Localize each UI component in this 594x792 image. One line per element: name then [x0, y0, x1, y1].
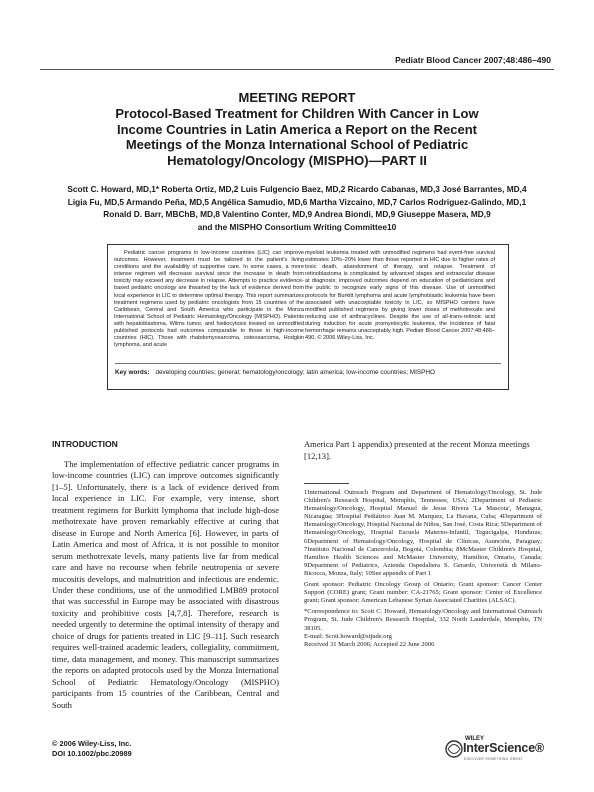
author-list [45, 183, 549, 234]
footnote-correspondence: *Correspondence to: Scott C. Howard, Hematology/Oncology and International Outreach Program, St. Jude Children's Research Hospital, 332 North Lauderdale, Memphis, TN 38105. [304, 608, 542, 632]
copyright-line: © 2006 Wiley-Liss, Inc. [52, 739, 132, 748]
title-line: Meetings of the Monza International School of Pediatric [125, 137, 469, 153]
doi-line: DOI 10.1002/pbc.20989 [52, 749, 132, 758]
abstract-text: Pediatric cancer programs in low-income countries (LIC) can improve outcomes. However, treatment must be tailored to the patient's living conditions and the availability of supportive care. In some cases, a more intense regimen will decrease survival since the increase in death from toxicity may exceed any decrease in relapse. Attempts to practice evidence-based pediatric oncology are thwarted by the lack of evidence derived from local experience in LIC to determine optimal therapy. This report summarizes treatment regimens used by pediatric oncologists from 15 countries of the Caribbean, Central and South America who participate in the Monza International School of Pediatric Hematology/Oncology (MISPHO). Patients with hepatoblastoma, Wilms tumor, and histiocytosis treated on unmodified published protocols had outcomes comparable to those in high-income countries (HIC). Those with rhabdomyosarcoma, osteosarcoma, Hodgkin lymphoma, and acute [114, 250, 304, 349]
body-column-right [304, 439, 542, 462]
author-line: Scott C. Howard, MD,1* Roberta Ortiz, MD,2 Luis Fulgencio Baez, MD,2 Ricardo Cabanas, MD,3 José Barrantes, MD,4 [67, 184, 527, 194]
footnote-grants: Grant sponsor: Pediatric Oncology Group of Ontario; Grant sponsor: Cancer Center Support (CORE) grant; Grant number: CA-21765; Grant sponsor: Center of Excellence grant; Grant sponsor: American Lebanese Syrian Associated Charities (ALSAC). [304, 581, 542, 605]
footnote-rule [304, 483, 349, 484]
publisher-logo [445, 736, 543, 764]
logo-tagline: DISCOVER SOMETHING GREAT [464, 757, 523, 761]
section-heading: INTRODUCTION [52, 439, 118, 449]
footnote-email: E-mail: Scott.howard@stjude.org [304, 632, 392, 640]
author-line: Ronald D. Barr, MBChB, MD,8 Valentino Conter, MD,9 Andrea Biondi, MD,9 Giuseppe Masera, MD,9 [103, 209, 491, 220]
article-type: MEETING REPORT [238, 90, 356, 105]
copyright-block [52, 739, 132, 759]
keywords-rule [115, 363, 501, 364]
body-column-left [52, 459, 279, 711]
author-line: Ligia Fu, MD,5 Armando Peña, MD,5 Angélica Samudio, MD,6 Martha Vizcaino, MD,7 Carlos Rodriguez-Galindo, MD,1 [67, 196, 527, 207]
author-line: and the MISPHO Consortium Writing Committee10 [197, 222, 397, 233]
abstract-column-right [305, 250, 495, 342]
footnote-affiliations: 1International Outreach Program and Department of Hematology/Oncology, St. Jude Children's Research Hospital, Memphis, Tennessee, USA; 2Department of Pediatric Hematology/Oncology, Hospital Manuel de Jesus Rivera 'La Mascota', Managua, Nicaragua; 3Hospital Pediátrico Juan M. Marquez, La Havana, Cuba; 4Department of Hematology/Oncology, Hospital Nacional de Niños, San José, Costa Rica; 5Department of Hematology/Oncology, Hospital Escuela Materno-Infantil, Tegucigalpa, Honduras; 6Department of Hematology/Oncology, Hospital de Clínicas, Asunción, Paraguay; 7Instituto Nacional de Cancerolola, Bogotá, Colombia; 8McMaster Children's Hospital, Hamilton Health Sciences and McMaster University, Hamilton, Ontario, Canada; 9Department of Pediatrics, Azienda Ospedaliera S. Gerardo, Università di Milano-Bicocca, Monza, Italy; 10See appendix of Part 1 [304, 489, 542, 577]
logo-name: InterScience® [463, 741, 544, 755]
footnote-received: Received 31 March 2006; Accepted 22 June 2006 [304, 640, 435, 648]
footnotes [304, 489, 542, 652]
intro-paragraph: The implementation of effective pediatric cancer programs in low-income countries (LIC) can improve outcomes significantly [1–5]. Unfortunately, there is a lack of evidence derived from local experience in LIC. For example, very intense, short treatment regimens for Burkitt lymphoma that include high-dose methotrexate have proven remarkably effective at curing that disease in Europe and North America [6]. However, in parts of Latin America and most of Africa, it is not possible to monitor serum methotrexate levels, many patients live far from medical care and have no recourse when febrile neutropenia or severe mucositis develops, and malnutrition and infectious are endemic. Under these conditions, use of the unmodified LMB89 protocol that was successful in Europe may be associated with disastrous toxicity and prohibitive costs [4,7,8]. Therefore, research is needed urgently to determine the optimal intensity of therapy and choice of drugs for patients treated in LIC [9–11]. Such research requires well-trained academic leaders, collegiality, commitment, time, data management, and money. This manuscript summarizes the reports on adapted protocols used by the Monza International School of Pediatric Hematology/Oncology (MISPHO) participants from 15 countries of the Caribbean, Central and South [52, 459, 279, 710]
article-title [60, 106, 534, 168]
abstract-text: myeloid leukemia treated with unmodified regimens had event-free survival estimates 10%–20% lower than those reported in HIC due to higher rates of toxic death, abandonment of therapy, and relapse. Treatment of retinoblastoma is complicated by advanced stages and extraocular disease at diagnosis; improved outcomes depend on education of pediatricians and the public to recognize early signs of this disease. Use of unmodified protocols for Burkitt lymphoma and acute lymphoblastic leukemia have been associated with unacceptable toxicity in LIC, so MISPHO centers have modified published regimens by giving lower doses of methotrexate and reducing use of anthracyclines. Despite the use of all-trans-retinoic acid during induction for acute promyelocytic leukemia, the incidence of fatal hemorrhage remains unacceptably high. Pediatr Blood Cancer 2007;48:486–490. © 2006 Wiley-Liss, Inc. [305, 250, 495, 342]
title-line: Protocol-Based Treatment for Children With Cancer in Low [115, 106, 479, 121]
header-rule [40, 69, 554, 70]
intro-continued: America Part 1 appendix) presented at the recent Monza meetings [12,13]. [304, 439, 530, 461]
abstract-column-left [114, 250, 304, 349]
interscience-logo-icon [445, 738, 463, 760]
title-line: Income Countries in Latin America a Report on the Recent [117, 121, 477, 137]
logo-wiley: WILEY [465, 736, 484, 742]
keywords [115, 369, 435, 376]
keywords-text: developing countries; general; hematology/oncology; latin america; low-income countries; MISPHO [155, 369, 436, 376]
running-header: Pediatr Blood Cancer 2007;48:486–490 [395, 55, 551, 65]
title-line: Hematology/Oncology (MISPHO)—PART II [167, 152, 427, 168]
keywords-label: Key words: [115, 369, 150, 376]
